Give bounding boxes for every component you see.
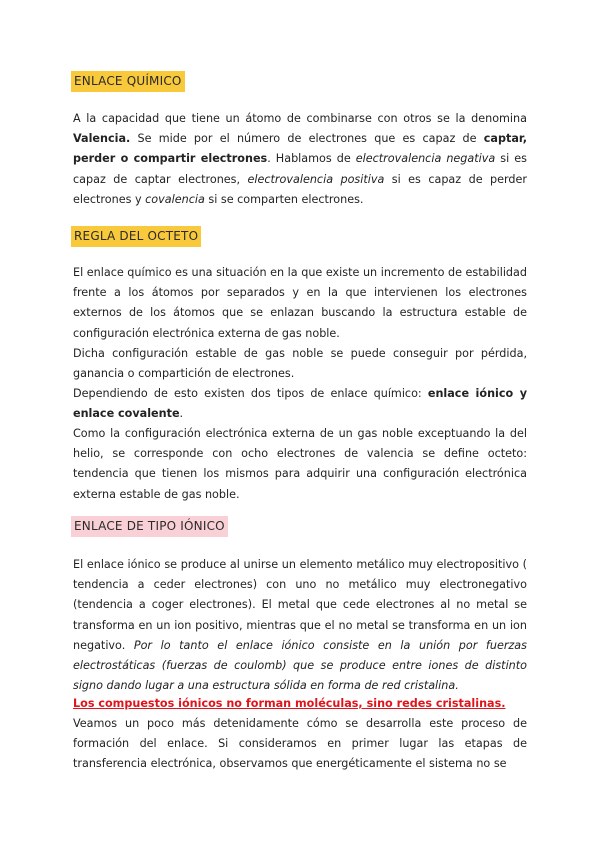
text-run: si es capaz de captar electrones, — [73, 152, 527, 186]
text-run: si es capaz de perder electrones y — [73, 172, 527, 206]
paragraph-octeto-intro: El enlace químico es una situación en la que existe un incremento de estabilidad frente a los átomos por separados y en la que intervienen los electrones externos de los átomos que se enlazan buscando la estructura estable de configuración electrónica externa de gas noble. — [73, 266, 527, 340]
paragraph-tipos-enlace — [73, 384, 527, 424]
italic-definition-enlace-ionico: Por lo tanto el enlace iónico consiste en la unión por fuerzas electrostáticas (fuerzas de coulomb) que se produce entre iones de distinto signo dando lugar a una estructura sólida en forma de red cristalina. — [73, 638, 527, 693]
heading-enlace-quimico: ENLACE QUÍMICO — [71, 71, 185, 92]
paragraph-formacion-enlace: Veamos un poco más detenidamente cómo se desarrolla este proceso de formación del enlace. Si consideramos en primer lugar las etapas de transferencia electrónica, observamos que energéticamente el sistema no se — [73, 717, 527, 771]
italic-term-electrovalencia-positiva: electrovalencia positiva — [247, 172, 385, 186]
paragraph-valencia — [73, 109, 527, 210]
text-run: Dependiendo de esto existen dos tipos de enlace químico: — [73, 387, 428, 400]
bold-term-captar: captar, perder o compartir electrones — [73, 132, 527, 166]
text-run: . — [179, 407, 184, 421]
paragraph-enlace-ionico — [73, 555, 527, 696]
heading-enlace-ionico: ENLACE DE TIPO IÓNICO — [71, 516, 228, 537]
italic-term-covalencia: covalencia — [145, 192, 205, 206]
paragraph-compuestos-ionicos: Los compuestos iónicos no forman moléculas, sino redes cristalinas. — [73, 697, 506, 710]
paragraph-octeto-definicion: Como la configuración electrónica externa de un gas noble exceptuando la del helio, se corresponde con ocho electrones de valencia se define octeto: tendencia que tienen los mismos para adquirir una configuración electrónica externa estable de gas noble. — [73, 427, 527, 501]
text-run: si se comparten electrones. — [204, 192, 364, 206]
heading-regla-del-octeto: REGLA DEL OCTETO — [71, 226, 201, 247]
text-run: El enlace iónico se produce al unirse un elemento metálico muy electropositivo ( tendencia a ceder electrones) con uno no metálico muy electronegativo (tendencia a coger electrones). El metal que cede electrones al no metal se transforma en un ion positivo, mientras que el no metal se transforma en un ion negativo. — [73, 558, 527, 652]
italic-term-electrovalencia-negativa: electrovalencia negativa — [355, 152, 496, 166]
text-run: Se mide por el número de electrones que es capaz de — [130, 132, 484, 146]
text-run: . Hablamos de — [267, 152, 356, 166]
text-run: A la capacidad que tiene un átomo de combinarse con otros se la denomina — [73, 112, 527, 125]
bold-term-tipos-enlace: enlace iónico y enlace covalente — [73, 387, 527, 421]
bold-term-valencia: Valencia. — [73, 132, 131, 146]
paragraph-octeto-configuracion: Dicha configuración estable de gas noble se puede conseguir por pérdida, ganancia o compartición de electrones. — [73, 347, 527, 381]
